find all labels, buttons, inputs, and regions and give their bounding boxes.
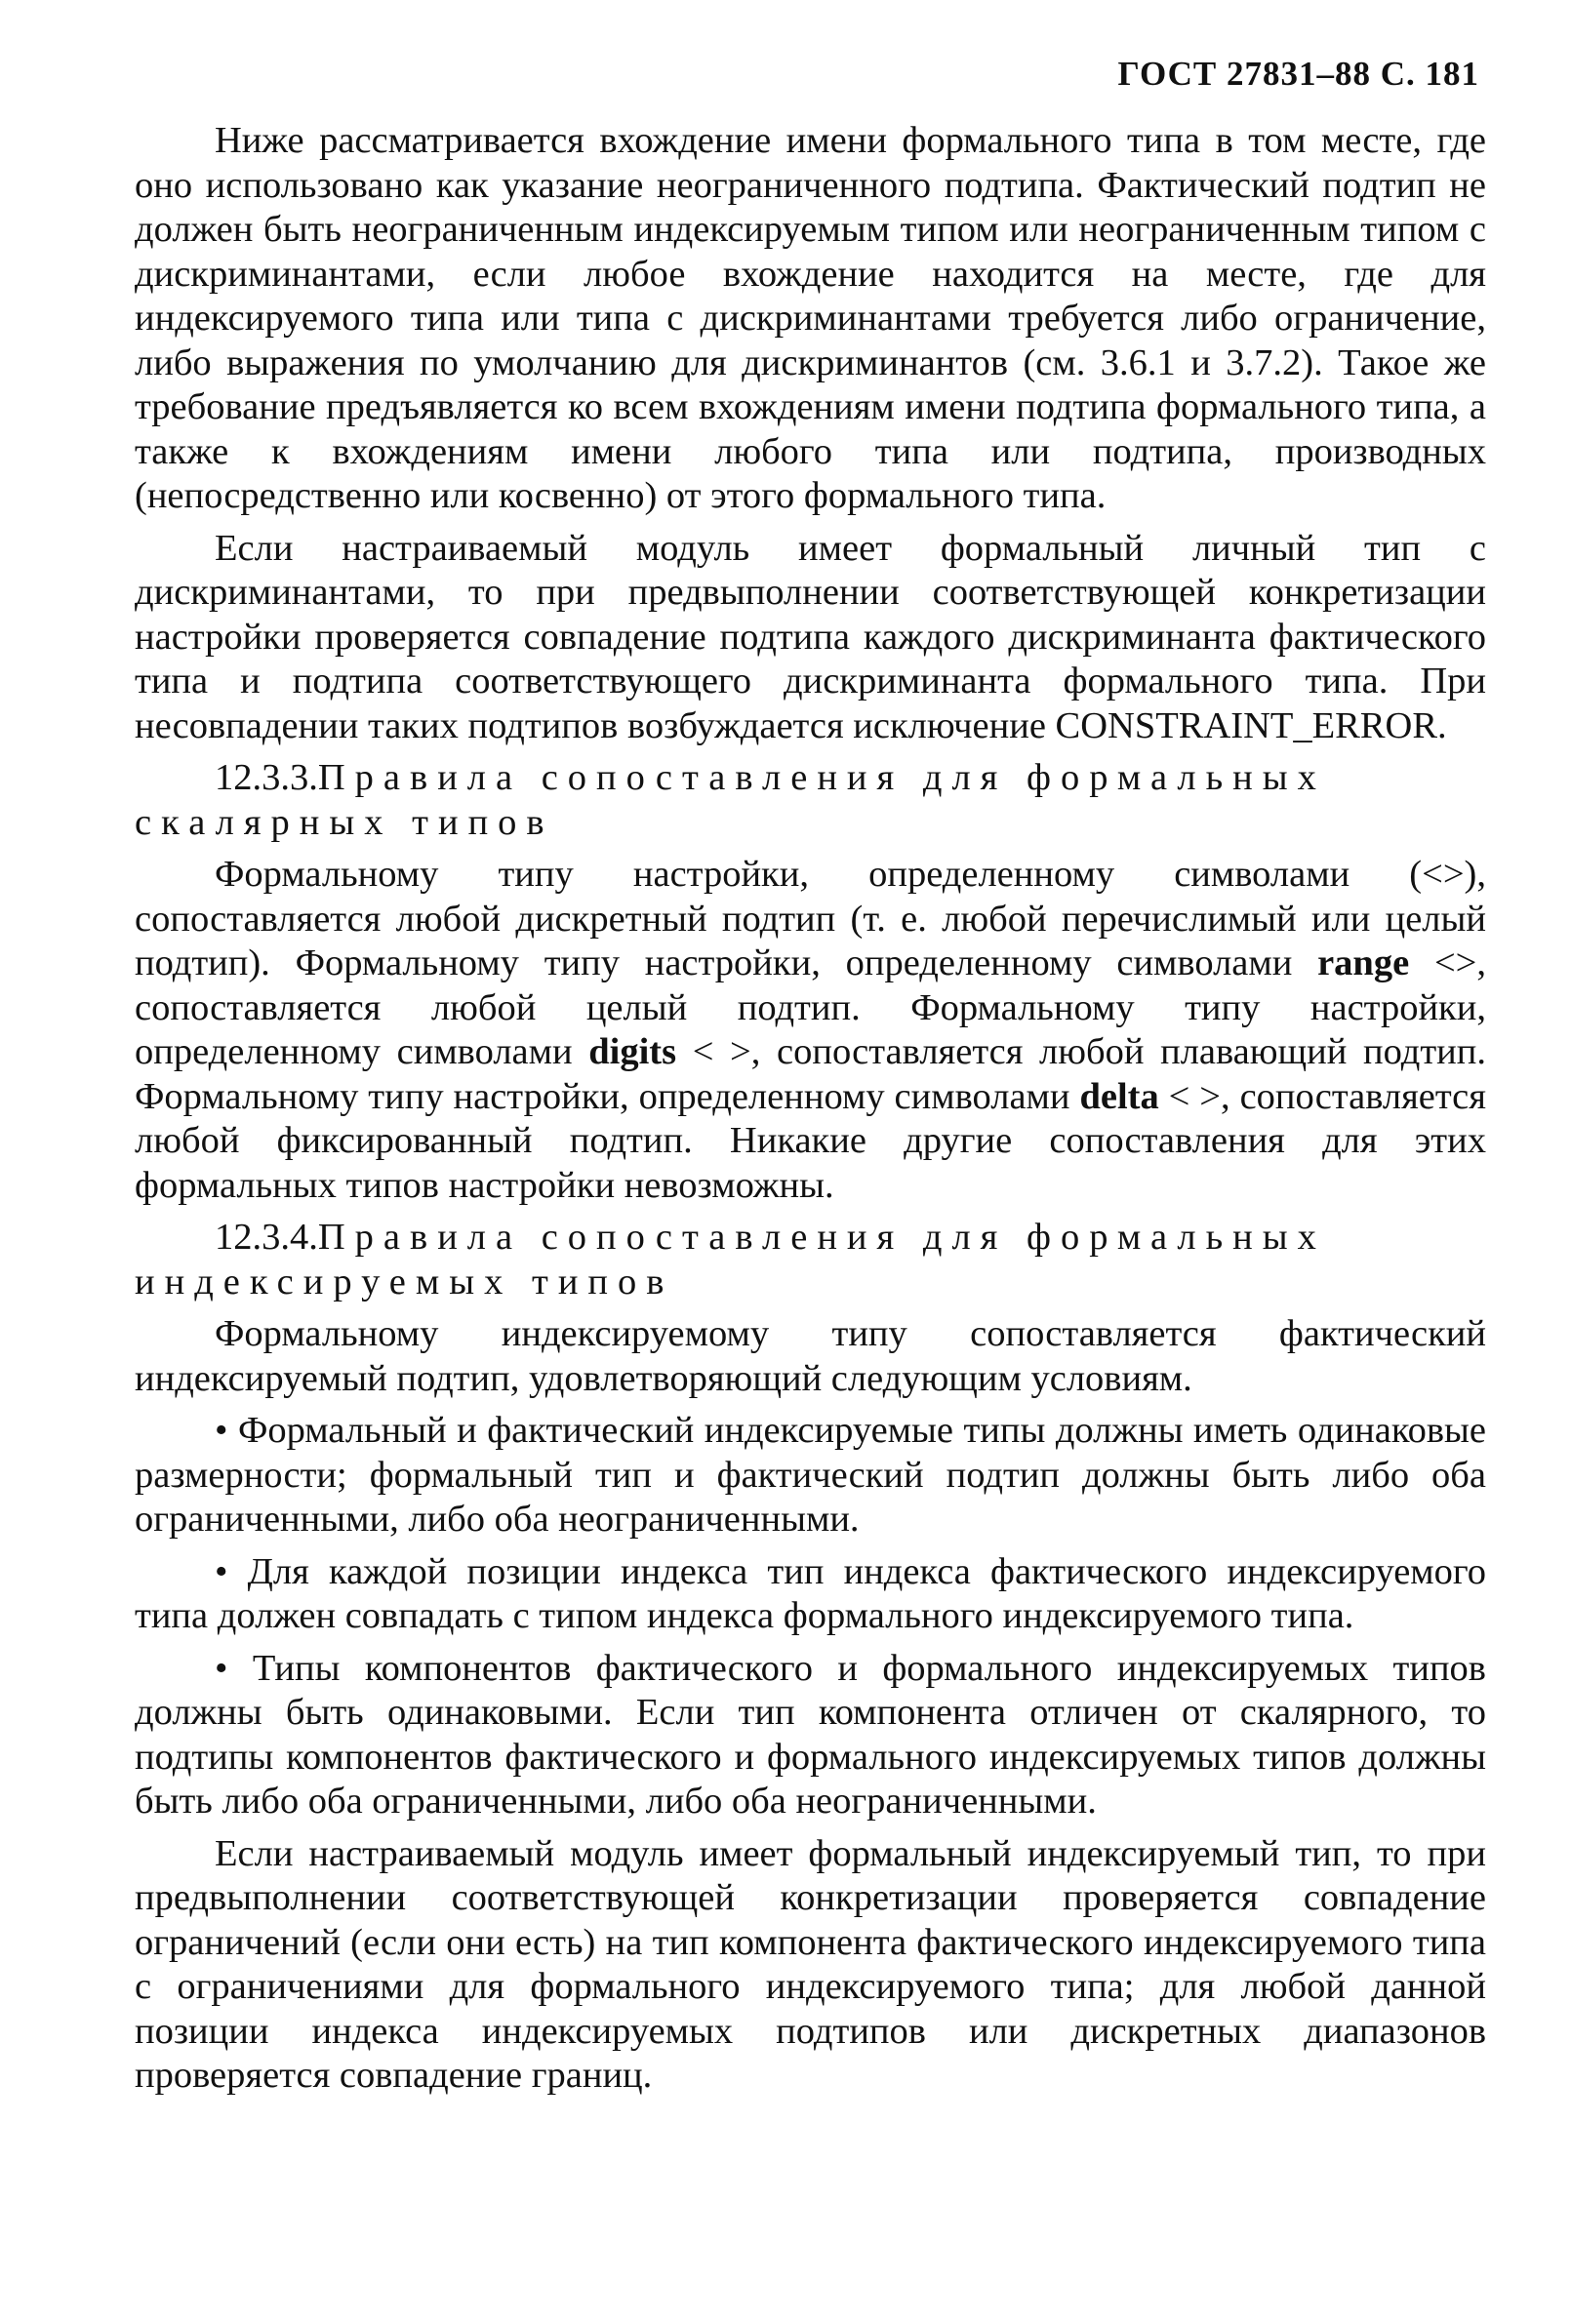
bullet-item-index-types: • Для каждой позиции индекса тип индекса фактического индексируемого типа должен совпадать с типом индекса формального индексируемого типа. bbox=[135, 1550, 1486, 1636]
page-body bbox=[135, 119, 1486, 2106]
bullet-item-component-types: • Типы компонентов фактического и формального индексируемых типов должны быть одинаковыми. Если тип компонента отличен от скалярного, то подтипы компонентов фактического и формального индексируемых типов должны быть либо оба ограниченными, либо оба неограниченными. bbox=[135, 1647, 1486, 1822]
section-title: Правила сопоставления для формальных индексируемых типов bbox=[135, 1217, 1326, 1302]
section-title: Правила сопоставления для формальных скалярных типов bbox=[135, 757, 1326, 843]
paragraph-discriminants-check: Если настраиваемый модуль имеет формальный личный тип с дискриминантами, то при предвыполнении соответствующей конкретизации настройки проверяется совпадение подтипа каждого дискриминанта фактического типа и подтипа соответствующего дискриминанта формального типа. При несовпадении таких подтипов возбуждается исключение CONSTRAINT_ERROR. bbox=[135, 527, 1486, 746]
text-segment: <>, сопоставляется любой целый подтип. Формальному типу настройки, определенному символами bbox=[135, 942, 1486, 1072]
keyword-range: range bbox=[1317, 942, 1410, 983]
section-heading-12-3-4 bbox=[135, 1216, 1486, 1304]
keyword-delta: delta bbox=[1079, 1075, 1159, 1117]
paragraph-constraint-check: Если настраиваемый модуль имеет формальный индексируемый тип, то при предвыполнении соответствующей конкретизации проверяется совпадение ограничений (если они есть) на тип компонента фактического индексируемого типа с ограничениями для формального индексируемого типа; для любой данной позиции индекса индексируемых подтипов или дискретных диапазонов проверяется совпадение границ. bbox=[135, 1832, 1486, 2096]
section-number: 12.3.4. bbox=[215, 1217, 318, 1258]
text-segment: Формальному типу настройки, определенному символами (<>), сопоставляется любой дискретный подтип (т. е. любой перечислимый или целый подтип). Формальному типу настройки, определенному символами bbox=[135, 854, 1486, 983]
keyword-digits: digits bbox=[588, 1031, 677, 1072]
paragraph-scalar-matching bbox=[135, 853, 1486, 1208]
page-header: ГОСТ 27831–88 С. 181 bbox=[1117, 55, 1479, 93]
paragraph-array-matching-intro: Формальному индексируемому типу сопоставляется фактический индексируемый подтип, удовлетворяющий следующим условиям. bbox=[135, 1313, 1486, 1399]
section-number: 12.3.3. bbox=[215, 757, 318, 798]
paragraph-formal-type-occurrence: Ниже рассматривается вхождение имени формального типа в том месте, где оно использовано как указание неограниченного подтипа. Фактический подтип не должен быть неограниченным индексируемым типом или неограниченным типом с дискриминантами, если любое вхождение находится на месте, где для индексируемого типа или типа с дискриминантами требуется либо ограничение, либо выражения по умолчанию для дискриминантов (см. 3.6.1 и 3.7.2). Такое же требование предъявляется ко всем вхождениям имени подтипа формального типа, а также к вхождениям имени любого типа или подтипа, производных (непосредственно или косвенно) от этого формального типа. bbox=[135, 120, 1486, 516]
bullet-item-dimensions: • Формальный и фактический индексируемые типы должны иметь одинаковые размерности; формальный тип и фактический подтип должны быть либо оба ограниченными, либо оба неограниченными. bbox=[135, 1410, 1486, 1540]
text-segment: < >, сопоставляется любой фиксированный подтип. Никакие другие сопоставления для этих формальных типов настройки невозможны. bbox=[135, 1075, 1486, 1206]
section-heading-12-3-3 bbox=[135, 756, 1486, 845]
text-segment: < >, сопоставляется любой плавающий подтип. Формальному типу настройки, определенному символами bbox=[135, 1031, 1486, 1117]
